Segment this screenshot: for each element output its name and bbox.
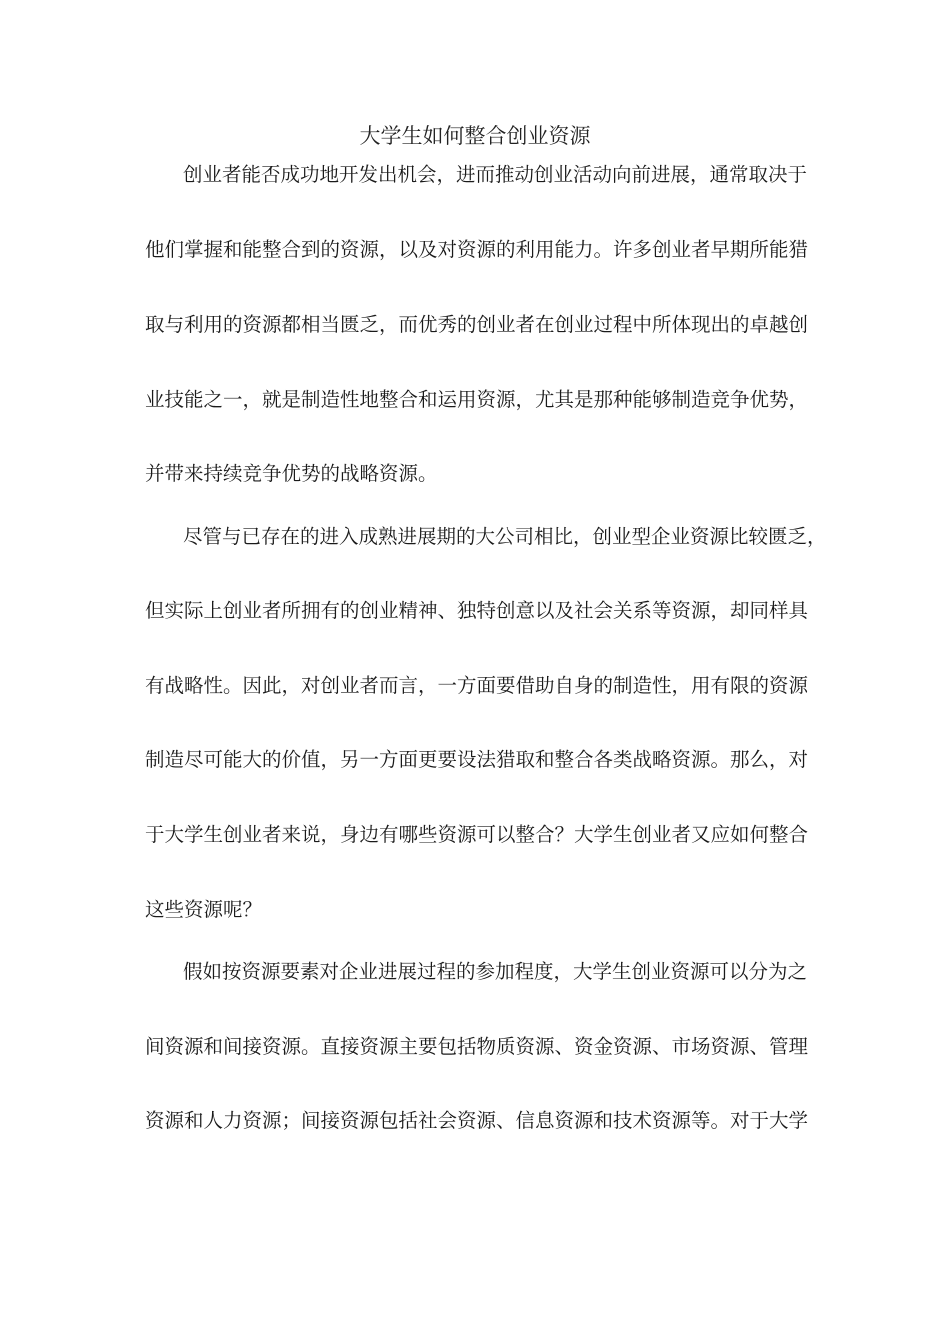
paragraph-1-line-5: 并带来持续竞争优势的战略资源。 (145, 462, 438, 485)
paragraph-2-line-6: 这些资源呢？ (145, 898, 263, 921)
paragraph-1-line-4: 业技能之一，就是制造性地整合和运用资源，尤其是那种能够制造竞争优势， (145, 388, 809, 411)
paragraph-3-line-1: 假如按资源要素对企业进展过程的参加程度，大学生创业资源可以分为之 (183, 960, 808, 983)
paragraph-1-line-2: 他们掌握和能整合到的资源，以及对资源的利用能力。许多创业者早期所能猎 (145, 238, 809, 261)
paragraph-2-line-4: 制造尽可能大的价值，另一方面更要设法猎取和整合各类战略资源。那么，对 (145, 748, 809, 771)
document-title: 大学生如何整合创业资源 (359, 124, 591, 148)
paragraph-2-line-5: 于大学生创业者来说，身边有哪些资源可以整合？大学生创业者又应如何整合 (145, 823, 809, 846)
paragraph-3-line-2: 间资源和间接资源。直接资源主要包括物质资源、资金资源、市场资源、管理 (145, 1035, 809, 1058)
paragraph-2-line-2: 但实际上创业者所拥有的创业精神、独特创意以及社会关系等资源，却同样具 (145, 599, 809, 622)
paragraph-3-line-3: 资源和人力资源；间接资源包括社会资源、信息资源和技术资源等。对于大学 (145, 1109, 809, 1132)
paragraph-2-line-1: 尽管与已存在的进入成熟进展期的大公司相比，创业型企业资源比较匮乏， (183, 525, 827, 548)
paragraph-1-line-3: 取与利用的资源都相当匮乏，而优秀的创业者在创业过程中所体现出的卓越创 (145, 313, 809, 336)
paragraph-1-line-1: 创业者能否成功地开发出机会，进而推动创业活动向前进展，通常取决于 (183, 163, 808, 186)
paragraph-2-line-3: 有战略性。因此，对创业者而言，一方面要借助自身的制造性，用有限的资源 (145, 674, 809, 697)
